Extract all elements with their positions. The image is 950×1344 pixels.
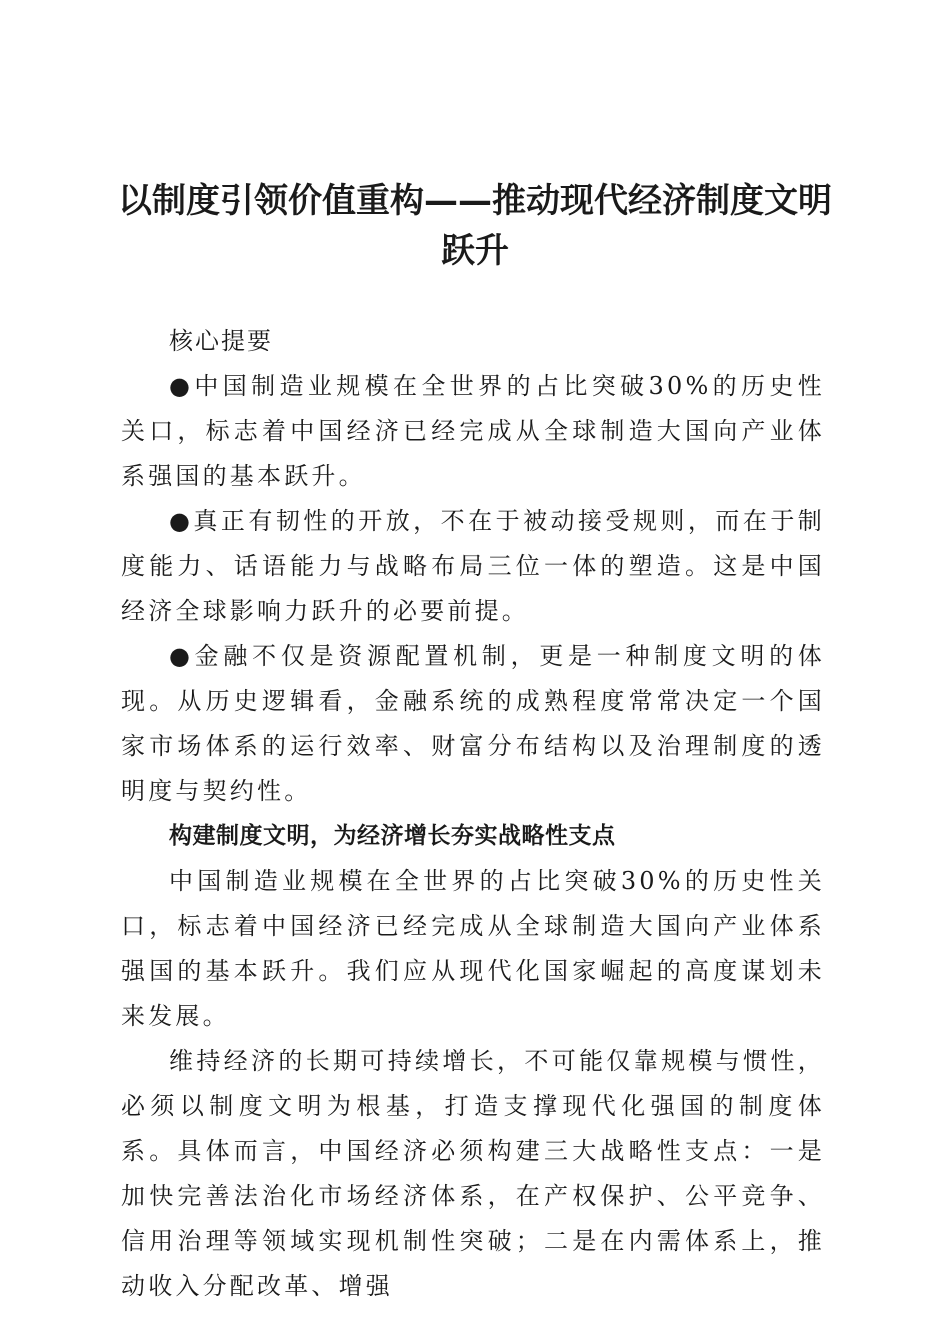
document-body xyxy=(121,319,825,1309)
summary-label: 核心提要 xyxy=(169,327,273,355)
summary-point: ●中国制造业规模在全世界的占比突破30%的历史性关口，标志着中国经济已经完成从全球制造大国向产业体系强国的基本跃升。 xyxy=(121,372,825,490)
document-title: 以制度引领价值重构——推动现代经济制度文明跃升 xyxy=(118,181,832,271)
section-heading: 构建制度文明，为经济增长夯实战略性支点 xyxy=(169,823,616,849)
summary-point: ●真正有韧性的开放，不在于被动接受规则，而在于制度能力、话语能力与战略布局三位一体的塑造。这是中国经济全球影响力跃升的必要前提。 xyxy=(121,507,825,625)
summary-point: ●金融不仅是资源配置机制，更是一种制度文明的体现。从历史逻辑看，金融系统的成熟程度常常决定一个国家市场体系的运行效率、财富分布结构以及治理制度的透明度与契约性。 xyxy=(121,642,825,805)
body-paragraph: 中国制造业规模在全世界的占比突破30%的历史性关口，标志着中国经济已经完成从全球制造大国向产业体系强国的基本跃升。我们应从现代化国家崛起的高度谋划未来发展。 xyxy=(121,867,825,1030)
body-paragraph: 维持经济的长期可持续增长，不可能仅靠规模与惯性，必须以制度文明为根基，打造支撑现代化强国的制度体系。具体而言，中国经济必须构建三大战略性支点：一是加快完善法治化市场经济体系，在产权保护、公平竞争、信用治理等领域实现机制性突破；二是在内需体系上，推动收入分配改革、增强 xyxy=(121,1047,825,1300)
